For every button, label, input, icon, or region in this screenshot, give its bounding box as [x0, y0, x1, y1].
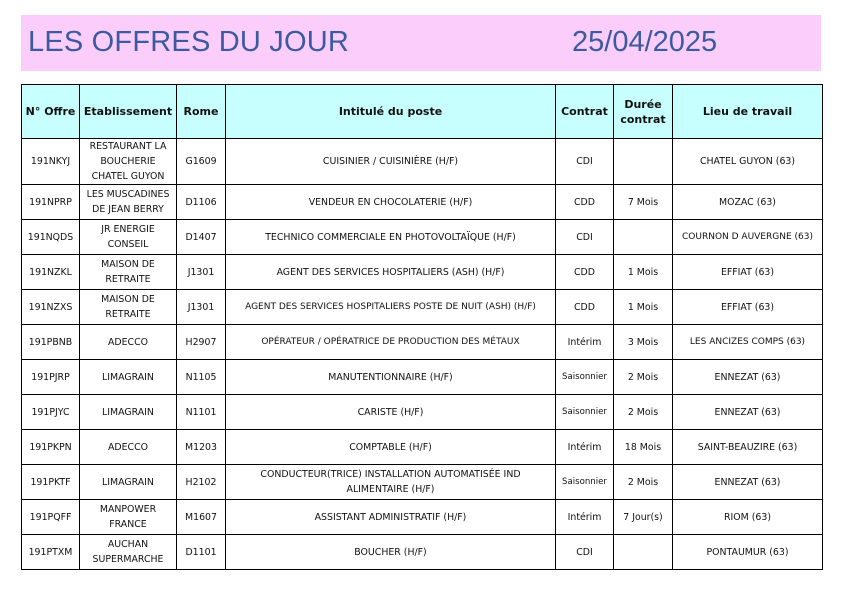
- cell-lieu: MOZAC (63): [673, 185, 823, 220]
- cell-lieu: LES ANCIZES COMPS (63): [673, 325, 823, 360]
- cell-etablissement: RESTAURANT LA BOUCHERIE CHATEL GUYON: [80, 139, 177, 185]
- cell-rome: D1407: [177, 220, 226, 255]
- cell-etablissement: LES MUSCADINES DE JEAN BERRY: [80, 185, 177, 220]
- cell-intitule: MANUTENTIONNAIRE (H/F): [226, 360, 556, 395]
- cell-rome: N1105: [177, 360, 226, 395]
- cell-lieu: CHATEL GUYON (63): [673, 139, 823, 185]
- cell-intitule: COMPTABLE (H/F): [226, 430, 556, 465]
- table-row: [22, 220, 823, 255]
- cell-intitule: BOUCHER (H/F): [226, 535, 556, 570]
- cell-contrat: Saisonnier: [556, 360, 614, 395]
- cell-lieu: ENNEZAT (63): [673, 465, 823, 500]
- column-header-intitule: Intitulé du poste: [226, 85, 556, 139]
- cell-intitule: CONDUCTEUR(TRICE) INSTALLATION AUTOMATISÉE IND ALIMENTAIRE (H/F): [226, 465, 556, 500]
- cell-contrat: CDD: [556, 255, 614, 290]
- cell-offre: 191PJRP: [22, 360, 80, 395]
- cell-offre: 191NPRP: [22, 185, 80, 220]
- cell-offre: 191NKYJ: [22, 139, 80, 185]
- cell-intitule: ASSISTANT ADMINISTRATIF (H/F): [226, 500, 556, 535]
- column-header-rome: Rome: [177, 85, 226, 139]
- cell-duree: [614, 139, 673, 185]
- table-row: [22, 139, 823, 185]
- table-row: [22, 325, 823, 360]
- cell-lieu: PONTAUMUR (63): [673, 535, 823, 570]
- cell-etablissement: MANPOWER FRANCE: [80, 500, 177, 535]
- offers-table: [21, 84, 823, 570]
- cell-lieu: COURNON D AUVERGNE (63): [673, 220, 823, 255]
- cell-offre: 191PKTF: [22, 465, 80, 500]
- cell-rome: M1607: [177, 500, 226, 535]
- cell-duree: 1 Mois: [614, 255, 673, 290]
- cell-contrat: Intérim: [556, 500, 614, 535]
- cell-etablissement: AUCHAN SUPERMARCHE: [80, 535, 177, 570]
- cell-duree: 18 Mois: [614, 430, 673, 465]
- table-row: [22, 500, 823, 535]
- column-header-etablissement: Etablissement: [80, 85, 177, 139]
- cell-contrat: CDI: [556, 220, 614, 255]
- cell-rome: G1609: [177, 139, 226, 185]
- cell-rome: J1301: [177, 290, 226, 325]
- cell-offre: 191PQFF: [22, 500, 80, 535]
- cell-contrat: CDD: [556, 185, 614, 220]
- cell-rome: H2907: [177, 325, 226, 360]
- column-header-contrat: Contrat: [556, 85, 614, 139]
- cell-intitule: CUISINIER / CUISINIÈRE (H/F): [226, 139, 556, 185]
- column-header-lieu: Lieu de travail: [673, 85, 823, 139]
- cell-duree: 7 Mois: [614, 185, 673, 220]
- cell-contrat: Intérim: [556, 325, 614, 360]
- cell-contrat: Intérim: [556, 430, 614, 465]
- cell-rome: H2102: [177, 465, 226, 500]
- cell-duree: 1 Mois: [614, 290, 673, 325]
- cell-rome: D1101: [177, 535, 226, 570]
- cell-lieu: EFFIAT (63): [673, 290, 823, 325]
- table-header-row: [22, 85, 823, 139]
- table-row: [22, 290, 823, 325]
- cell-duree: 2 Mois: [614, 360, 673, 395]
- cell-contrat: CDI: [556, 139, 614, 185]
- cell-etablissement: MAISON DE RETRAITE: [80, 290, 177, 325]
- cell-lieu: RIOM (63): [673, 500, 823, 535]
- table-row: [22, 395, 823, 430]
- cell-rome: D1106: [177, 185, 226, 220]
- page-banner: [21, 15, 821, 71]
- table-row: [22, 430, 823, 465]
- cell-contrat: CDD: [556, 290, 614, 325]
- table-row: [22, 360, 823, 395]
- cell-offre: 191PKPN: [22, 430, 80, 465]
- page-title: LES OFFRES DU JOUR: [28, 26, 350, 58]
- cell-rome: M1203: [177, 430, 226, 465]
- cell-intitule: AGENT DES SERVICES HOSPITALIERS (ASH) (H/F): [226, 255, 556, 290]
- table-row: [22, 535, 823, 570]
- cell-duree: 7 Jour(s): [614, 500, 673, 535]
- cell-etablissement: LIMAGRAIN: [80, 395, 177, 430]
- page-date: 25/04/2025: [572, 26, 718, 58]
- cell-intitule: VENDEUR EN CHOCOLATERIE (H/F): [226, 185, 556, 220]
- cell-offre: 191NQDS: [22, 220, 80, 255]
- cell-duree: [614, 535, 673, 570]
- cell-intitule: TECHNICO COMMERCIALE EN PHOTOVOLTAÏQUE (H/F): [226, 220, 556, 255]
- cell-duree: [614, 220, 673, 255]
- cell-offre: 191PTXM: [22, 535, 80, 570]
- cell-offre: 191NZKL: [22, 255, 80, 290]
- cell-lieu: EFFIAT (63): [673, 255, 823, 290]
- cell-duree: 3 Mois: [614, 325, 673, 360]
- cell-etablissement: JR ENERGIE CONSEIL: [80, 220, 177, 255]
- column-header-duree: Durée contrat: [614, 85, 673, 139]
- table-row: [22, 465, 823, 500]
- table-row: [22, 255, 823, 290]
- cell-lieu: ENNEZAT (63): [673, 360, 823, 395]
- cell-etablissement: ADECCO: [80, 325, 177, 360]
- cell-contrat: CDI: [556, 535, 614, 570]
- cell-etablissement: LIMAGRAIN: [80, 360, 177, 395]
- cell-contrat: Saisonnier: [556, 465, 614, 500]
- cell-lieu: SAINT-BEAUZIRE (63): [673, 430, 823, 465]
- cell-intitule: CARISTE (H/F): [226, 395, 556, 430]
- table-row: [22, 185, 823, 220]
- cell-intitule: AGENT DES SERVICES HOSPITALIERS POSTE DE NUIT (ASH) (H/F): [226, 290, 556, 325]
- cell-etablissement: MAISON DE RETRAITE: [80, 255, 177, 290]
- cell-duree: 2 Mois: [614, 395, 673, 430]
- cell-duree: 2 Mois: [614, 465, 673, 500]
- cell-lieu: ENNEZAT (63): [673, 395, 823, 430]
- column-header-offre: N° Offre: [22, 85, 80, 139]
- cell-offre: 191PJYC: [22, 395, 80, 430]
- cell-etablissement: ADECCO: [80, 430, 177, 465]
- cell-rome: J1301: [177, 255, 226, 290]
- cell-etablissement: LIMAGRAIN: [80, 465, 177, 500]
- cell-contrat: Saisonnier: [556, 395, 614, 430]
- cell-rome: N1101: [177, 395, 226, 430]
- cell-offre: 191PBNB: [22, 325, 80, 360]
- cell-offre: 191NZXS: [22, 290, 80, 325]
- cell-intitule: OPÉRATEUR / OPÉRATRICE DE PRODUCTION DES MÉTAUX: [226, 325, 556, 360]
